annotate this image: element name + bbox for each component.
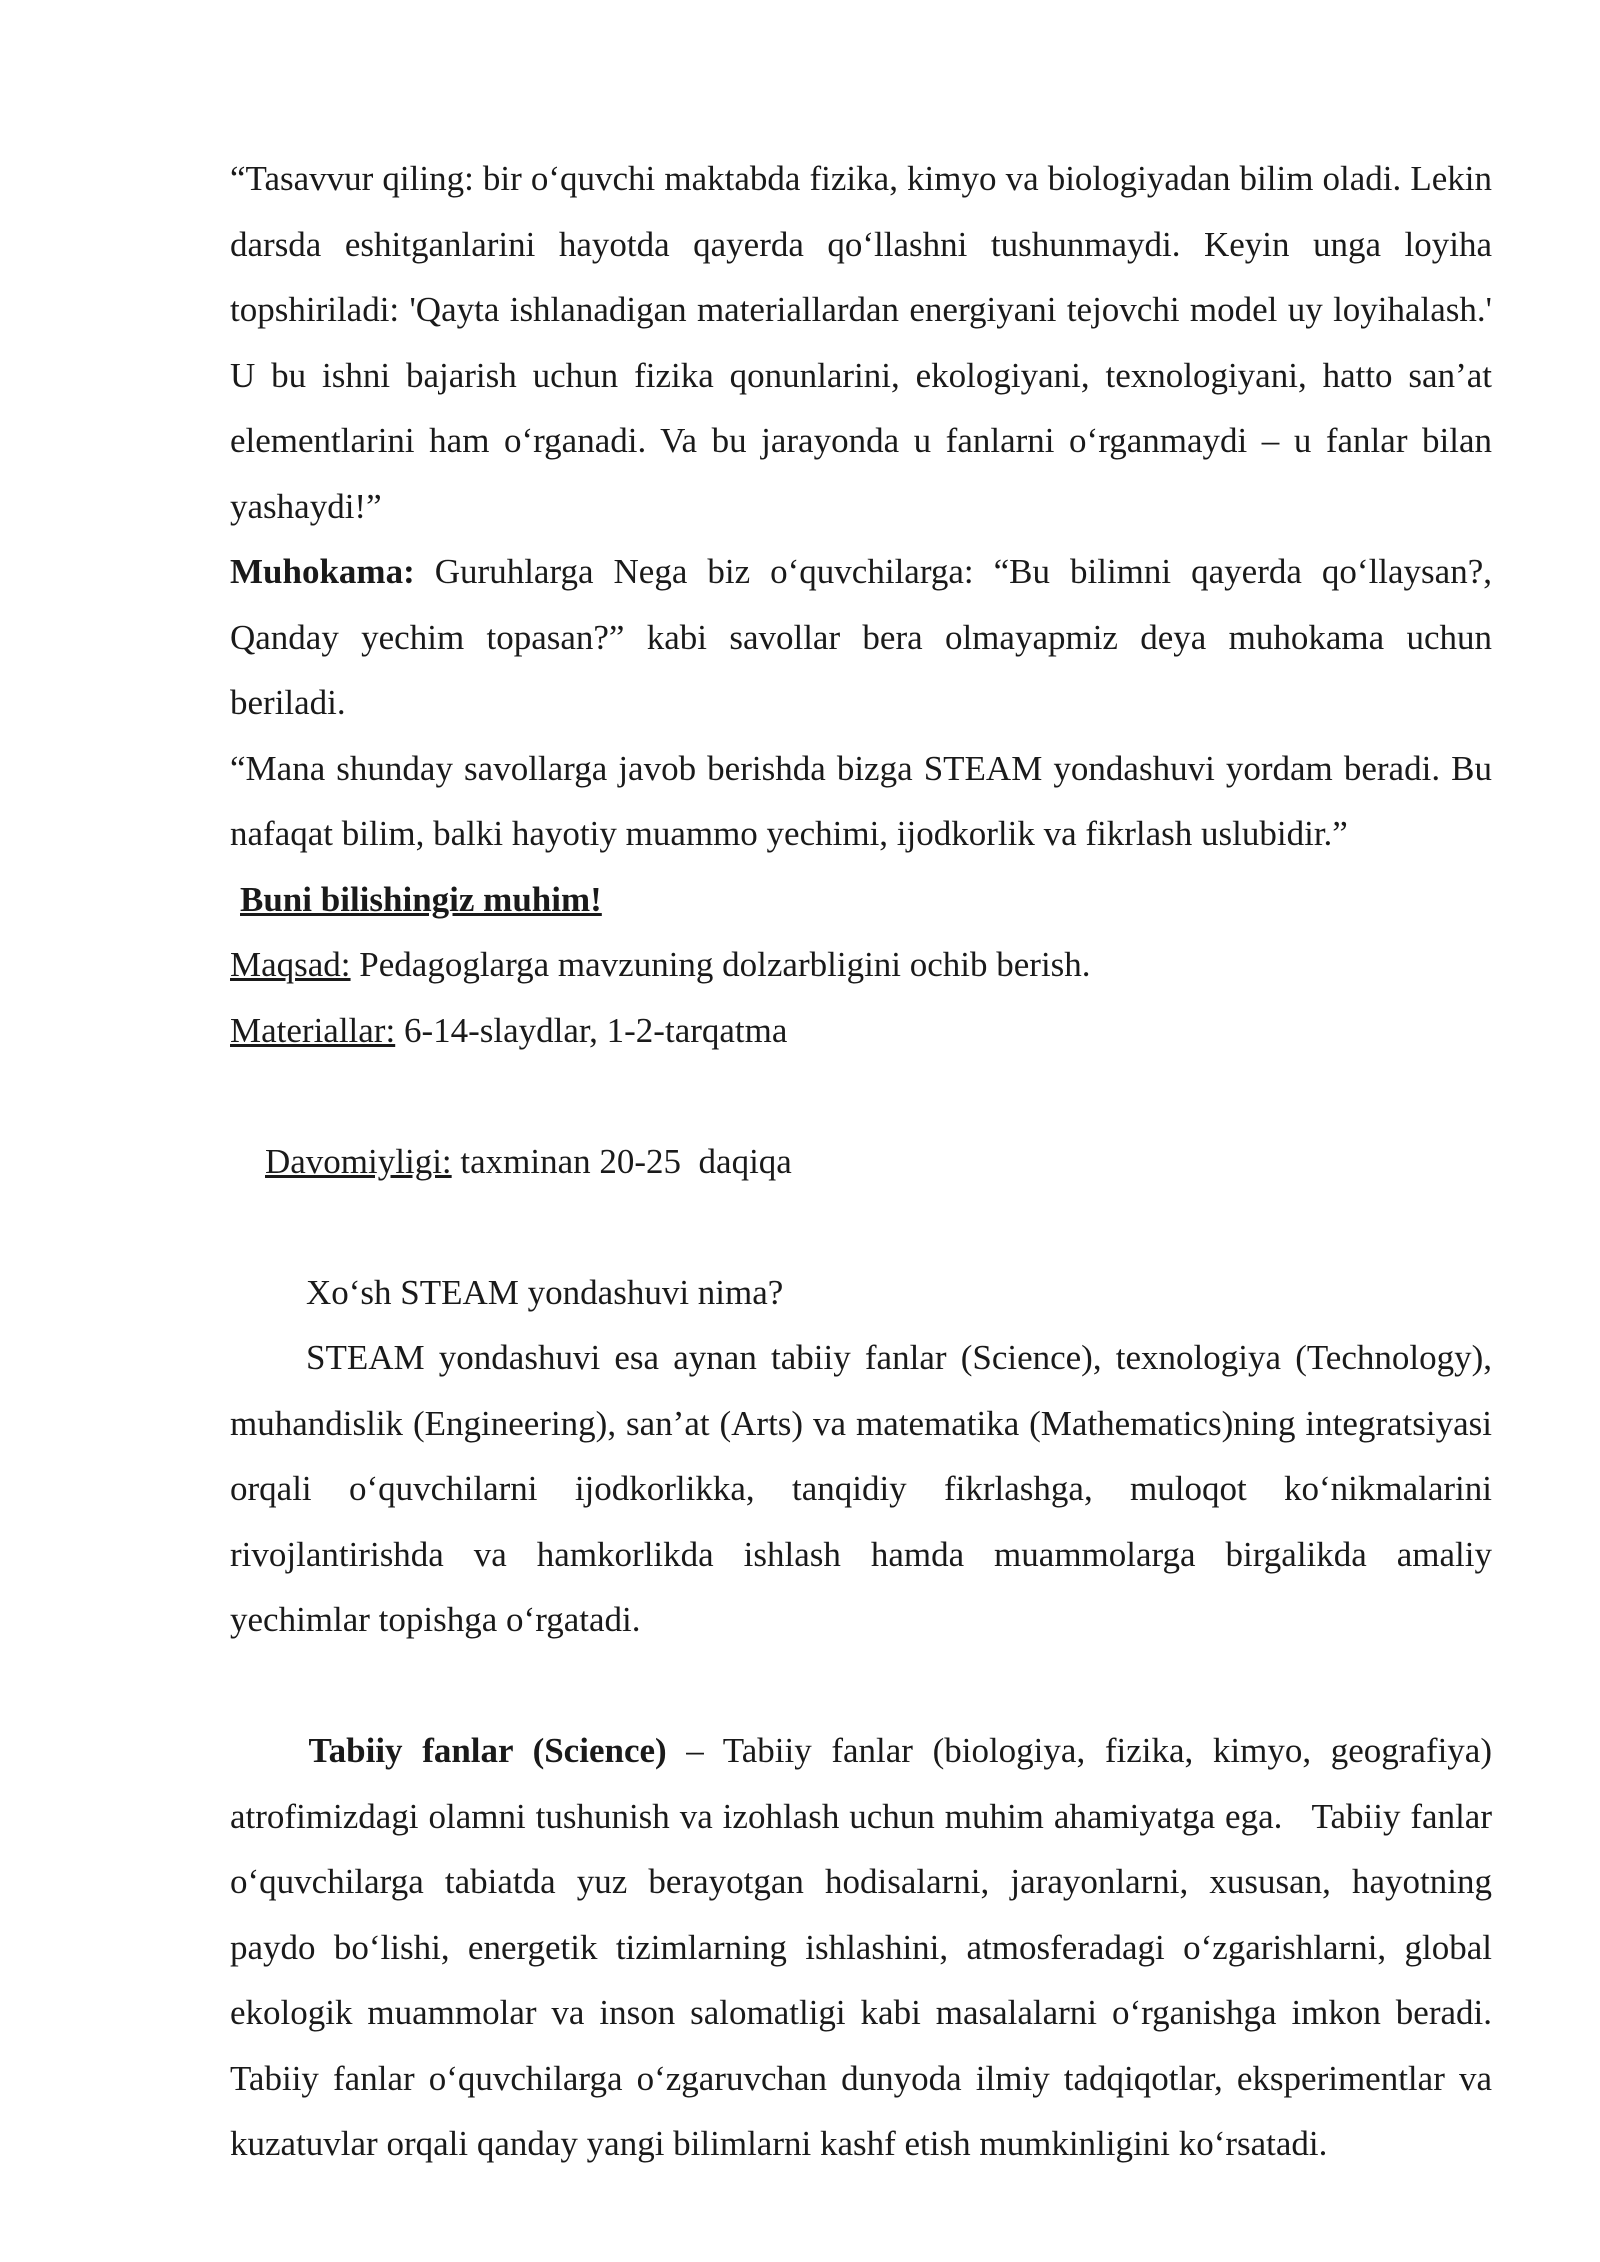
materials-line (230, 998, 1492, 1064)
duration-text: taxminan 20-25 daqiqa (451, 1141, 792, 1181)
document-page (230, 146, 1501, 2242)
science-text: – Tabiiy fanlar (biologiya, fizika, kimyo, geografiya) atrofimizdagi olamni tushunish va izohlash uchun muhim ahamiyatga ega. Tabiiy fanlar o‘quvchilarga tabiatda yuz berayotgan hodisalarni, jarayonlarni, xususan, hayotning paydo bo‘lishi, energetik tizimlarning ishlashini, atmosferadagi o‘zgarishlarni, global ekologik muammolar va inson salomatligi kabi masalalarni o‘rganishga imkon beradi. Tabiiy fanlar o‘quvchilarga o‘zgaruvchan dunyoda ilmiy tadqiqotlar, eksperimentlar va kuzatuvlar orqali qanday yangi bilimlarni kashf etish mumkinligini ko‘rsatadi. (230, 1731, 1501, 2163)
steam-definition-paragraph: STEAM yondashuvi esa aynan tabiiy fanlar (Science), texnologiya (Technology), muhandislik (Engineering), san’at (Arts) va matematika (Mathematics)ning integratsiyasi orqali o‘quvchilarni ijodkorlikka, tanqidiy fikrlashga, muloqot ko‘nikmalarini rivojlantirishda va hamkorlikda ishlash hamda muammolarga birgalikda amaliy yechimlar topishga o‘rgatadi. (230, 1338, 1492, 1639)
goal-text: Pedagoglarga mavzuning dolzarbligini ochib berish. (350, 945, 1091, 984)
discussion-label: Muhokama: (230, 552, 415, 591)
steam-quote-paragraph: “Mana shunday savollarga javob berishda bizga STEAM yondashuvi yordam beradi. Bu nafaqat bilim, balki hayotiy muammo yechimi, ijodkorlik va fikrlash uslubidir.” (230, 748, 1492, 853)
discussion-paragraph (230, 539, 1492, 736)
science-label: Tabiiy fanlar (Science) (308, 1731, 667, 1770)
goal-label: Maqsad: (230, 945, 351, 984)
steam-question: Xo‘sh STEAM yondashuvi nima? (306, 1272, 784, 1312)
materials-text: 6-14-slaydlar, 1-2-tarqatma (395, 1010, 788, 1050)
goal-line (230, 932, 1492, 998)
duration-label: Davomiyligi: (265, 1141, 452, 1181)
section-heading: Buni bilishingiz muhim! (240, 879, 602, 919)
discussion-text: Guruhlarga Nega biz o‘quvchilarga: “Bu bilimni qayerda qo‘llaysan?, Qanday yechim topasan?” kabi savollar bera olmayapmiz deya muhokama uchun beriladi. (230, 552, 1492, 722)
science-paragraph (230, 1653, 1501, 2243)
duration-line (230, 1063, 1492, 1260)
materials-label: Materiallar: (230, 1010, 396, 1050)
intro-quote-paragraph: “Tasavvur qiling: bir o‘quvchi maktabda fizika, kimyo va biologiyadan bilim oladi. Lekin darsda eshitganlarini hayotda qayerda qo‘llashni tushunmaydi. Keyin unga loyiha topshiriladi: 'Qayta ishlanadigan materiallardan energiyani tejovchi model uy loyihalash.' U bu ishni bajarish uchun fizika qonunlarini, ekologiyani, texnologiyani, hatto san’at elementlarini ham o‘rganadi. Va bu jarayonda u fanlarni o‘rganmaydi – u fanlar bilan yashaydi!” (230, 159, 1492, 526)
